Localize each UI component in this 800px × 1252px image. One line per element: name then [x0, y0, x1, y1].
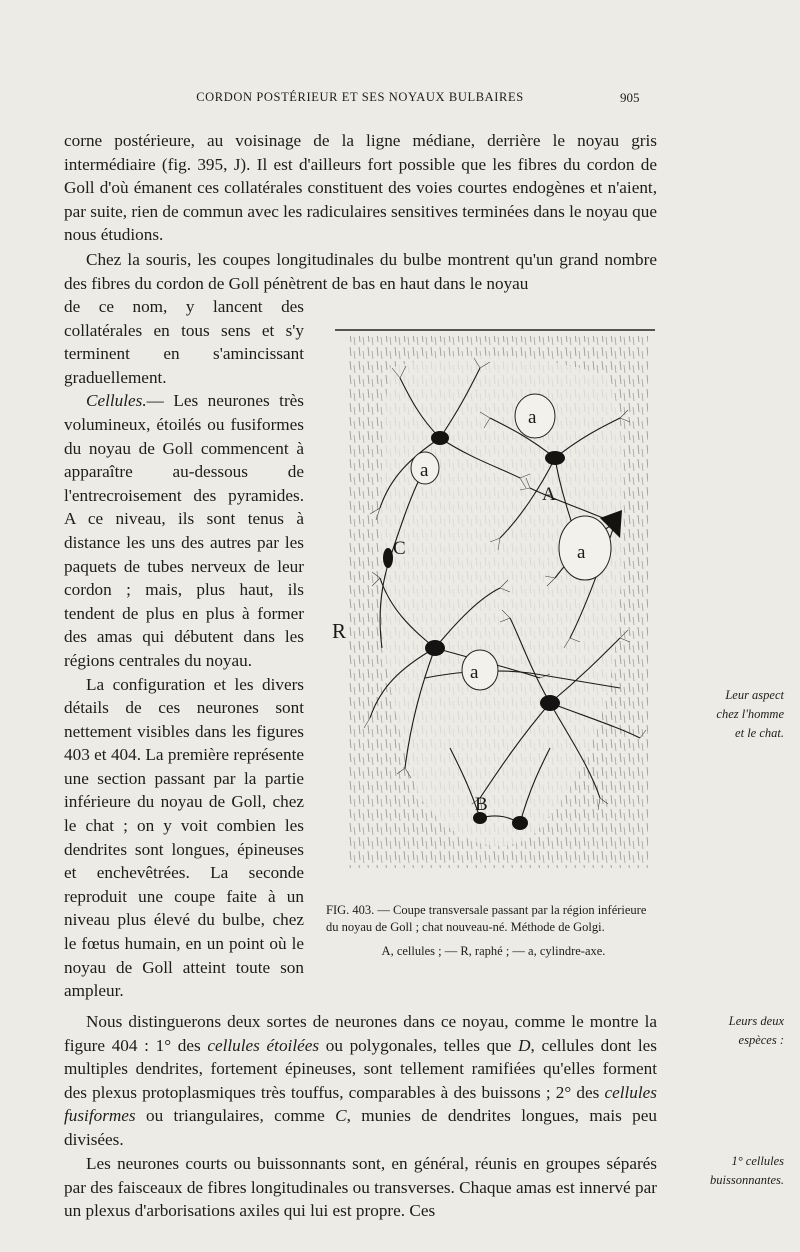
p5-em2: D	[518, 1035, 531, 1055]
figure-403	[330, 318, 660, 888]
p5-c: , cellules dont les multiples dendrites, fortement épineuses, sont tellement ramifiées qu'elles forment des plexus protoplasmiques très touffus, comparables à des buissons ; 2° des	[64, 1035, 657, 1102]
paragraph-3	[64, 389, 304, 672]
margin-note-1-line-1: Leur aspect	[725, 688, 784, 702]
caption-legend: A, cellules ; — R, raphé ; — a, cylindre-axe.	[381, 944, 606, 958]
margin-note-1-line-3: et le chat.	[735, 726, 784, 740]
label-a-right: a	[577, 542, 586, 563]
label-B: B	[475, 794, 488, 815]
margin-note-1-line-2: chez l'homme	[716, 707, 784, 721]
label-R: R	[332, 619, 347, 643]
paragraph-2-end: de ce nom, y lancent des collatérales en tous sens et s'y terminent en s'amincissant graduellement.	[64, 297, 304, 387]
label-a-upper: a	[528, 407, 537, 428]
running-title: CORDON POSTÉRIEUR ET SES NOYAUX BULBAIRES	[196, 90, 524, 104]
p5-em1: cellules étoilées	[207, 1035, 320, 1055]
p5-a: Nous distinguerons deux sortes de neurones dans ce noyau, comme le montre la figure 404 : 1° des	[64, 1012, 657, 1055]
label-a-left: a	[420, 460, 429, 481]
golgi-illustration	[330, 318, 660, 888]
cellules-heading: Cellules.	[86, 391, 147, 411]
caption-text: FIG. 403. — Coupe transversale passant par la région inférieure du noyau de Goll ; chat nouveau-né. Méthode de Golgi.	[326, 903, 647, 934]
narrow-column	[64, 295, 304, 1003]
margin-note-species	[666, 1012, 784, 1050]
margin-note-3-line-1: 1° cellules	[731, 1154, 784, 1168]
margin-note-buissonnantes	[666, 1152, 784, 1190]
page-number: 905	[620, 90, 640, 105]
label-C: C	[393, 538, 406, 559]
margin-note-aspect	[666, 686, 784, 743]
page-header	[0, 90, 800, 110]
p5-d: ou triangulaires, comme	[135, 1106, 336, 1126]
p5-em4: C	[335, 1106, 347, 1126]
paragraph-6: Les neurones courts ou buissonnants sont, en général, réunis en groupes séparés par des faisceaux de fibres longitudinales ou transverses. Chaque amas est innervé par un plexus d'arborisations axiles qui lui est propre. Ces	[64, 1154, 657, 1221]
paragraph-2-start: Chez la souris, les coupes longitudinales du bulbe montrent qu'un grand nombre des fibres du cordon de Goll pénètrent de bas en haut dans le noyau	[64, 250, 657, 293]
label-a-center: a	[470, 662, 479, 683]
paragraph-1: corne postérieure, au voisinage de la ligne médiane, derrière le noyau gris intermédiaire (fig. 395, J). Il est d'ailleurs fort possible que les fibres du cordon de Goll d'où émanent ces collatérales constituent des voies courtes endogènes et n'aient, par suite, rien de commun avec les radiculaires sensitives terminées dans le noyau que nous étudions.	[64, 131, 657, 245]
paragraph-3-text: — Les neurones très volumineux, étoilés ou fusiformes du noyau de Goll commencent à apparaître au-dessous de l'entrecroisement des pyramides. A ce niveau, ils sont tenus à distance les uns des autres par les paquets de tubes nerveux de leur cordon ; mais, plus haut, ils tendent de plus en plus à former des amas qui débutent dans les régions centrales du noyau.	[64, 391, 304, 670]
figure-caption	[326, 902, 661, 960]
p5-b: ou polygonales, telles que	[319, 1035, 519, 1055]
paragraph-5	[64, 1010, 657, 1152]
p5-em3: cellules fusiformes	[64, 1082, 657, 1126]
paragraph-4: La configuration et les divers détails de ces neurones sont nettement visibles dans les figures 403 et 404. La première représente une section passant par la partie inférieure du noyau de Goll, chez le chat ; on y voit combien les dendrites sont longues, épineuses et enchevêtrées. La seconde reproduit une coupe faite à un niveau plus élevé du bulbe, chez le fœtus humain, en un point où le noyau de Goll atteint toute son ampleur.	[64, 674, 304, 1001]
p5-e: , munies de dendrites longues, mais peu divisées.	[64, 1106, 657, 1149]
margin-note-2-line-1: Leurs deux	[728, 1014, 784, 1028]
margin-note-3-line-2: buissonnantes.	[710, 1173, 784, 1187]
margin-note-2-line-2: espèces :	[738, 1033, 784, 1047]
label-A: A	[542, 484, 556, 505]
